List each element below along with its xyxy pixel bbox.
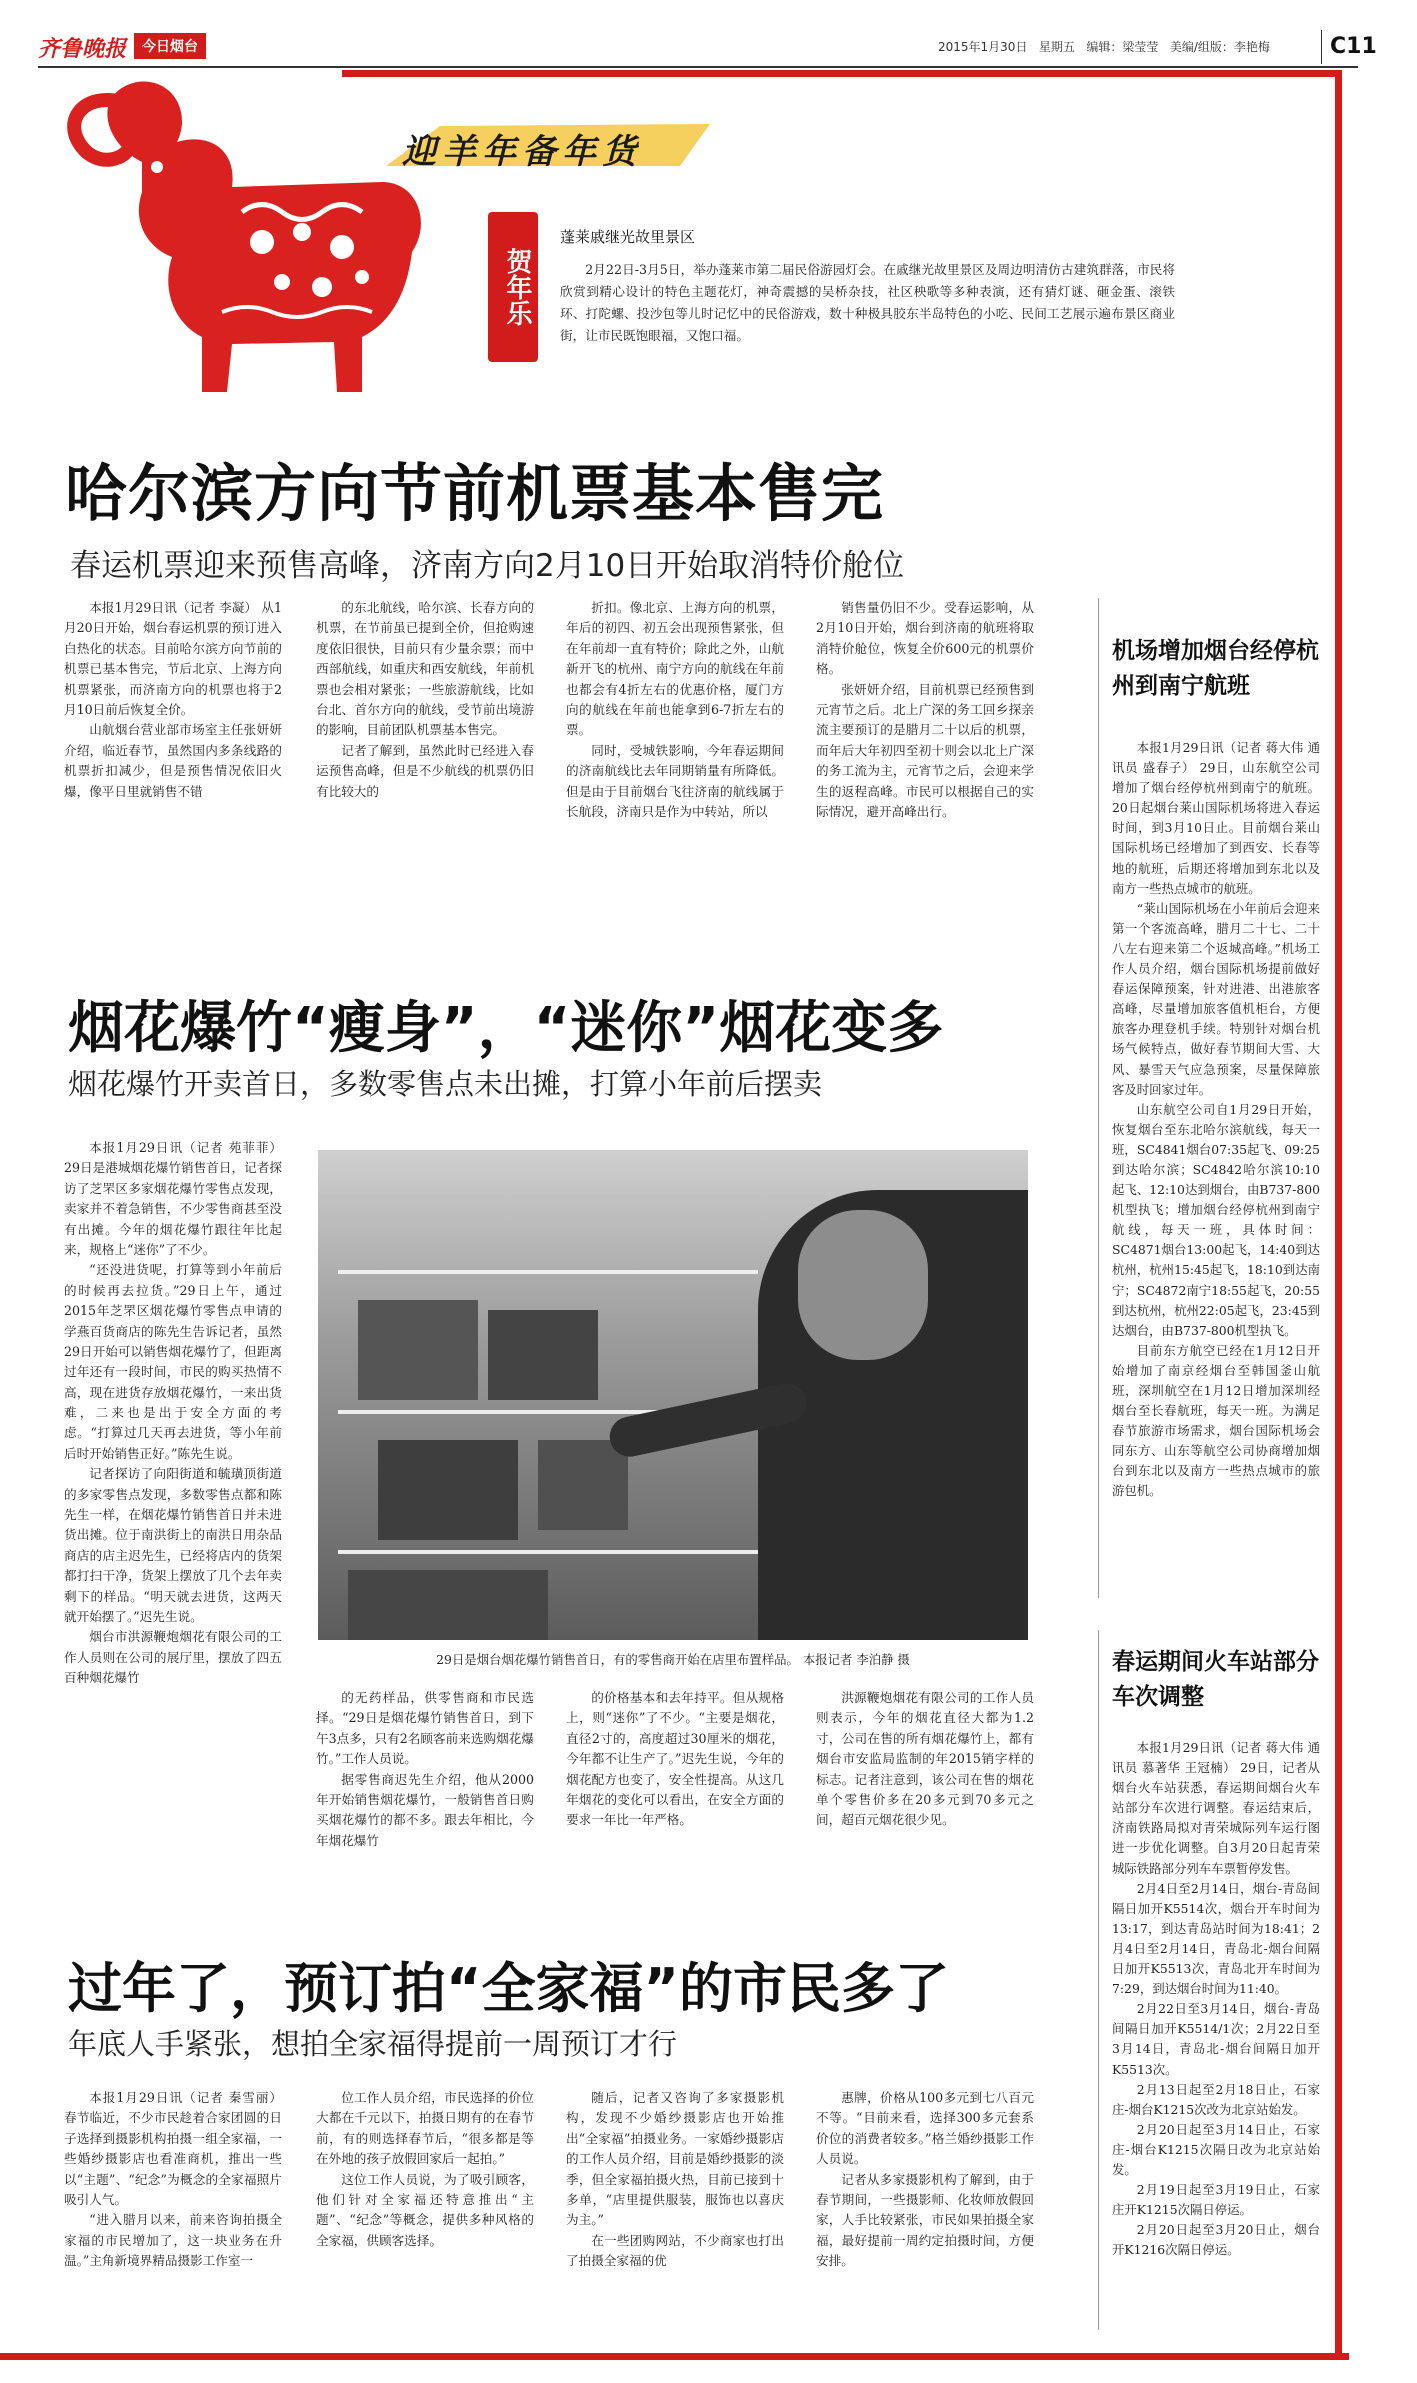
side2-intro: 本报1月29日讯（记者 蒋大伟 通讯员 慕著华 王冠楠） 29日，记者从烟台火车站获悉，春运期间烟台火车站部分车次进行调整。春运结束后，济南铁路局拟对青荣城际列车运行图进一步优化调整。自3月20日起青荣城际铁路部分列车车票暂停发售。 xyxy=(1112,1740,1320,1876)
paragraph: 张妍妍介绍，目前机票已经预售到元宵节之后。北上广深的务工回乡探亲流主要预订的是腊月二十以后的机票，而年后大年初四至初十则会以北上广深的务工流为主，元宵节之后，会迎来学生的返程高峰。市民可以根据自己的实际情况，避开高峰出行。 xyxy=(816,681,1034,819)
article2-headline: 烟花爆竹“瘦身”，“迷你”烟花变多 xyxy=(68,996,944,1061)
article2-left-column xyxy=(64,1138,282,1689)
paragraph: 折扣。像北京、上海方向的机票，年后的初四、初五会出现预售紧张，但在年前却一直有特价；除此之外，山航新开飞的杭州、南宁方向的航线在年前也都会有4折左右的优惠价格，厦门方向的航线在年前也能拿到6-7折左右的票。 xyxy=(566,600,784,738)
schedule-item: 2月22日至3月14日，烟台-青岛间隔日加开K5514/1次；2月22日至3月14日，青岛北-烟台间隔日加开K5513次。 xyxy=(1112,2001,1320,2077)
article3-subhead: 年底人手紧张，想拍全家福得提前一周预订才行 xyxy=(68,2027,678,2061)
paragraph: “莱山国际机场在小年前后会迎来第一个客流高峰，腊月二十七、二十八左右迎来第二个返城高峰。”机场工作人员介绍，烟台国际机场提前做好春运保障预案，针对进港、出港旅客高峰，尽量增加旅客值机柜台，方便旅客办理登机手续。特别针对烟台机场气候特点，做好春节期间大雪、大风、暴雪天气应急预案，尽量保障旅客及时回家过年。 xyxy=(1112,900,1320,1097)
paragraph: 同时，受城铁影响，今年春运期间的济南航线比去年同期销量有所降低。但是由于目前烟台飞往济南的航线属于长航段，济南只是作为中转站，所以 xyxy=(566,742,784,819)
article1-col1 xyxy=(64,598,282,802)
paragraph: 本报1月29日讯（记者 李凝） 从1月20日开始，烟台春运机票的预订进入白热化的状态。目前哈尔滨方向节前的机票已基本售完，节后北京、上海方向机票紧张，而济南方向的机票也将于2月10日前后恢复全价。 xyxy=(64,600,282,717)
banner-title: 迎羊年备年货 xyxy=(402,132,642,172)
header-rule xyxy=(38,66,1358,68)
article1-col3 xyxy=(566,598,784,822)
article3-headline: 过年了，预订拍“全家福”的市民多了 xyxy=(68,1957,949,2020)
paragraph: 随后，记者又咨询了多家摄影机构，发现不少婚纱摄影店也开始推出“全家福”拍摄业务。一家婚纱摄影店的工作人员介绍，目前是婚纱摄影的淡季，但全家福拍摄火热，目前已接到十多单，“店里提供服装，服饰也以喜庆为主。” xyxy=(566,2090,784,2228)
header-divider xyxy=(1321,30,1322,64)
side1-body xyxy=(1112,738,1320,1502)
feature-title: 蓬莱戚继光故里景区 xyxy=(560,228,696,246)
article2-col2 xyxy=(316,1688,534,1851)
issue-weekday: 星期五 xyxy=(1038,40,1075,54)
page-header xyxy=(38,30,1377,70)
paragraph: 本报1月29日讯（记者 蒋大伟 通讯员 盛春子） 29日，山东航空公司增加了烟台经停杭州到南宁的航班。20日起烟台莱山国际机场将进入春运时间，到3月10日止。目前烟台莱山国际机场已经增加了到西安、长春等地的航班，后期还将增加到东北以及南方一些热点城市的航班。 xyxy=(1112,740,1320,896)
paragraph: 记者从多家摄影机构了解到，由于春节期间，一些摄影师、化妆师放假回家，人手比较紧张，市民如果拍摄全家福，最好提前一周约定拍摄时间，方便安排。 xyxy=(816,2171,1034,2269)
paragraph: 本报1月29日讯（记者 苑菲菲） 29日是港城烟花爆竹销售首日，记者探访了芝罘区多家烟花爆竹零售点发现，卖家并不着急销售，不少零售商甚至没有出摊。今年的烟花爆竹跟往年比起来，规格上“迷你”了不少。 xyxy=(64,1140,282,1257)
fireworks-photo xyxy=(318,1150,1028,1640)
article2-col4 xyxy=(816,1688,1034,1831)
article1-col2 xyxy=(316,598,534,802)
paragraph: 位工作人员介绍，市民选择的价位大都在千元以下，拍摄日期有的在春节前，有的则选择春节后，“很多都是等在外地的孩子放假回家后一起拍。” xyxy=(316,2090,534,2167)
schedule-item: 2月20日起至3月20日止，烟台开K1216次隔日停运。 xyxy=(1112,2222,1320,2258)
paragraph: 销售量仍旧不少。受春运影响，从2月10日开始，烟台到济南的航班将取消特价舱位，恢复全价600元的机票价格。 xyxy=(816,600,1034,677)
schedule-item: 2月20日起至3月14日止，石家庄-烟台K1215次隔日改为北京站始发。 xyxy=(1112,2121,1320,2177)
article1-subhead: 春运机票迎来预售高峰，济南方向2月10日开始取消特价舱位 xyxy=(70,548,905,584)
paragraph: 记者了解到，虽然此时已经进入春运预售高峰，但是不少航线的机票仍旧有比较大的 xyxy=(316,742,534,799)
schedule-item: 2月4日至2月14日，烟台-青岛间隔日加开K5514次，烟台开车时间为13:17，到达青岛站时间为18:41；2月4日至2月14日，青岛北-烟台间隔日加开K5513次，青岛北开车时间为7:29，到达烟台时间为11:40。 xyxy=(1112,1880,1320,1997)
paragraph: 的东北航线，哈尔滨、长春方向的机票，在节前虽已提到全价，但抢购速度依旧很快，目前只有少量余票；而中西部航线，如重庆和西安航线，年前机票也会相对紧张；一些旅游航线，比如台北、首尔方向的航线，受节前出境游的影响，目前团队机票基本售完。 xyxy=(316,600,534,738)
banner-title-box xyxy=(380,118,720,172)
article2-col3 xyxy=(566,1688,784,1831)
article2-subhead: 烟花爆竹开卖首日，多数零售点未出摊，打算小年前后摆卖 xyxy=(68,1067,823,1101)
paragraph: 目前东方航空已经在1月12日开始增加了南京经烟台至韩国釜山航班，深圳航空在1月12日增加深圳经烟台至长春航班，每天一班。为满足春节旅游市场需求，烟台国际机场会同东方、山东等航空公司协商增加烟台到东北以及南方一些热点城市的旅游包机。 xyxy=(1112,1342,1320,1499)
article3-col2 xyxy=(316,2088,534,2251)
paragraph: 记者探访了向阳街道和毓璜顶街道的多家零售点发现，多数零售点都和陈先生一样，在烟花爆竹销售首日并未进货出摊。位于南洪街上的南洪日用杂品商店的店主迟先生，已经将店内的货架都打扫干净，货架上摆放了几个去年卖剩下的样品。“明天就去进货，这两天就开始摆了。”迟先生说。 xyxy=(64,1466,282,1624)
article1-col4 xyxy=(816,598,1034,822)
schedule-item: 2月19日起至3月19日止，石家庄开K1215次隔日停运。 xyxy=(1112,2182,1320,2218)
issue-date: 2015年1月30日 xyxy=(938,40,1028,54)
seal-text: 贺年乐 xyxy=(502,248,532,326)
schedule-item: 2月13日起至2月18日止，石家庄-烟台K1215次改为北京站始发。 xyxy=(1112,2081,1320,2117)
side2-headline: 春运期间火车站部分车次调整 xyxy=(1112,1649,1319,1710)
page-frame-bottom xyxy=(0,2353,1349,2360)
paragraph: “进入腊月以来，前来咨询拍摄全家福的市民增加了，这一块业务在升温。”主角新境界精品摄影工作室一 xyxy=(64,2212,282,2269)
paragraph: 山航烟台营业部市场室主任张妍妍介绍，临近春节，虽然国内多条线路的机票折扣减少，但是预售情况依旧火爆，像平日里就销售不错 xyxy=(64,722,282,799)
paragraph: 在一些团购网站，不少商家也打出了拍摄全家福的优 xyxy=(566,2232,784,2269)
paragraph: 的无药样品，供零售商和市民选择。“29日是烟花爆竹销售首日，到下午3点多，只有2名顾客前来选购烟花爆竹。”工作人员说。 xyxy=(316,1690,534,1767)
section-tag: 今日烟台 xyxy=(134,33,206,59)
header-meta xyxy=(938,38,1270,55)
side1-headline: 机场增加烟台经停杭州到南宁航班 xyxy=(1112,638,1319,699)
article3-col3 xyxy=(566,2088,784,2272)
seal-stamp xyxy=(488,212,538,362)
sidebar-divider xyxy=(1098,598,1099,1598)
feature-body: 2月22日-3月5日，举办蓬莱市第二届民俗游园灯会。在戚继光故里景区及周边明清仿古建筑群落，市民将欣赏到精心设计的特色主题花灯，神奇震撼的吴桥杂技，社区秧歌等多种表演，还有猜灯谜、砸金蛋、滚铁环、打陀螺、投沙包等儿时记忆中的民俗游戏，数十种极具胶东半岛特色的小吃、民间工艺展示遍布景区商业街，让市民既饱眼福，又饱口福。 xyxy=(560,262,1175,344)
article3-col1 xyxy=(64,2088,282,2272)
editor-credit: 编辑：梁莹莹 xyxy=(1086,40,1159,54)
paragraph: “还没进货呢，打算等到小年前后的时候再去拉货。”29日上午，通过2015年芝罘区烟花爆竹零售点申请的学燕百货商店的陈先生告诉记者，虽然29日开始可以销售烟花爆竹了，但距离过年还有一段时间，市民的购买热情不高，现在进货存放烟花爆竹，一来出货难，二来也是出于安全方面的考虑。“打算过几天再去进货，等小年前后时开始销售正好。”陈先生说。 xyxy=(64,1262,282,1461)
feature-box xyxy=(560,226,1175,347)
photo-caption: 29日是烟台烟花爆竹销售首日，有的零售商开始在店里布置样品。 本报记者 李泊静 摄 xyxy=(436,1652,910,1667)
paragraph: 烟台市洪源鞭炮烟花有限公司的工作人员则在公司的展厅里，摆放了四五百种烟花爆竹 xyxy=(64,1629,282,1686)
paragraph: 据零售商迟先生介绍，他从2000年开始销售烟花爆竹，一般销售首日购买烟花爆竹的都不多。跟去年相比，今年烟花爆竹 xyxy=(316,1771,534,1848)
side2-body xyxy=(1112,1738,1320,2260)
side2-items xyxy=(1112,1879,1320,2261)
paragraph: 本报1月29日讯（记者 秦雪丽） 春节临近，不少市民趁着合家团圆的日子选择到摄影机构拍摄一组全家福，一些婚纱摄影店也看准商机，推出一些以“主题”、“纪念”为概念的全家福照片吸引人气。 xyxy=(64,2090,282,2207)
sidebar-divider-2 xyxy=(1098,1630,1099,2330)
paragraph: 洪源鞭炮烟花有限公司的工作人员则表示，今年的烟花直径大都为1.2寸，公司在售的所有烟花爆竹上，都有烟台市安监局监制的年2015销字样的标志。记者注意到，该公司在售的烟花单个零售价多在20多元到70多元之间，超百元烟花很少见。 xyxy=(816,1690,1034,1828)
paragraph: 惠牌，价格从100多元到七八百元不等。“目前来看，选择300多元套系价位的消费者较多。”格兰婚纱摄影工作人员说。 xyxy=(816,2090,1034,2167)
paragraph: 山东航空公司自1月29日开始，恢复烟台至东北哈尔滨航线，每天一班，SC4841烟台07:35起飞、09:25到达哈尔滨；SC4842哈尔滨10:10起飞、12:10达到烟台，由B737-800机型执飞；增加烟台经停杭州到南宁航线，每天一班，具体时间：SC4871烟台13:00起飞，14:40到达杭州，杭州15:45起飞，18:10到达南宁；SC4872南宁18:55起飞，20:55到达杭州，杭州22:05起飞，23:45到达烟台，由B737-800机型执飞。 xyxy=(1112,1101,1320,1338)
article1-headline: 哈尔滨方向节前机票基本售完 xyxy=(65,457,885,530)
paragraph: 这位工作人员说，为了吸引顾客，他们针对全家福还特意推出“主题”、“纪念”等概念，提供多种风格的全家福，供顾客选择。 xyxy=(316,2171,534,2248)
newspaper-logo: 齐鲁晚报 xyxy=(38,36,127,62)
paragraph: 的价格基本和去年持平。但从规格上，则“迷你”了不少。“主要是烟花，直径2寸的，高度超过30厘米的烟花，今年都不让生产了。”迟先生说，今年的烟花配方也变了，安全性提高。从这几年烟花的变化可以看出，在安全方面的要求一年比一年严格。 xyxy=(566,1690,784,1828)
article3-col4 xyxy=(816,2088,1034,2272)
page-number: C11 xyxy=(1330,34,1377,59)
designer-credit: 美编/组版：李艳梅 xyxy=(1169,40,1270,54)
